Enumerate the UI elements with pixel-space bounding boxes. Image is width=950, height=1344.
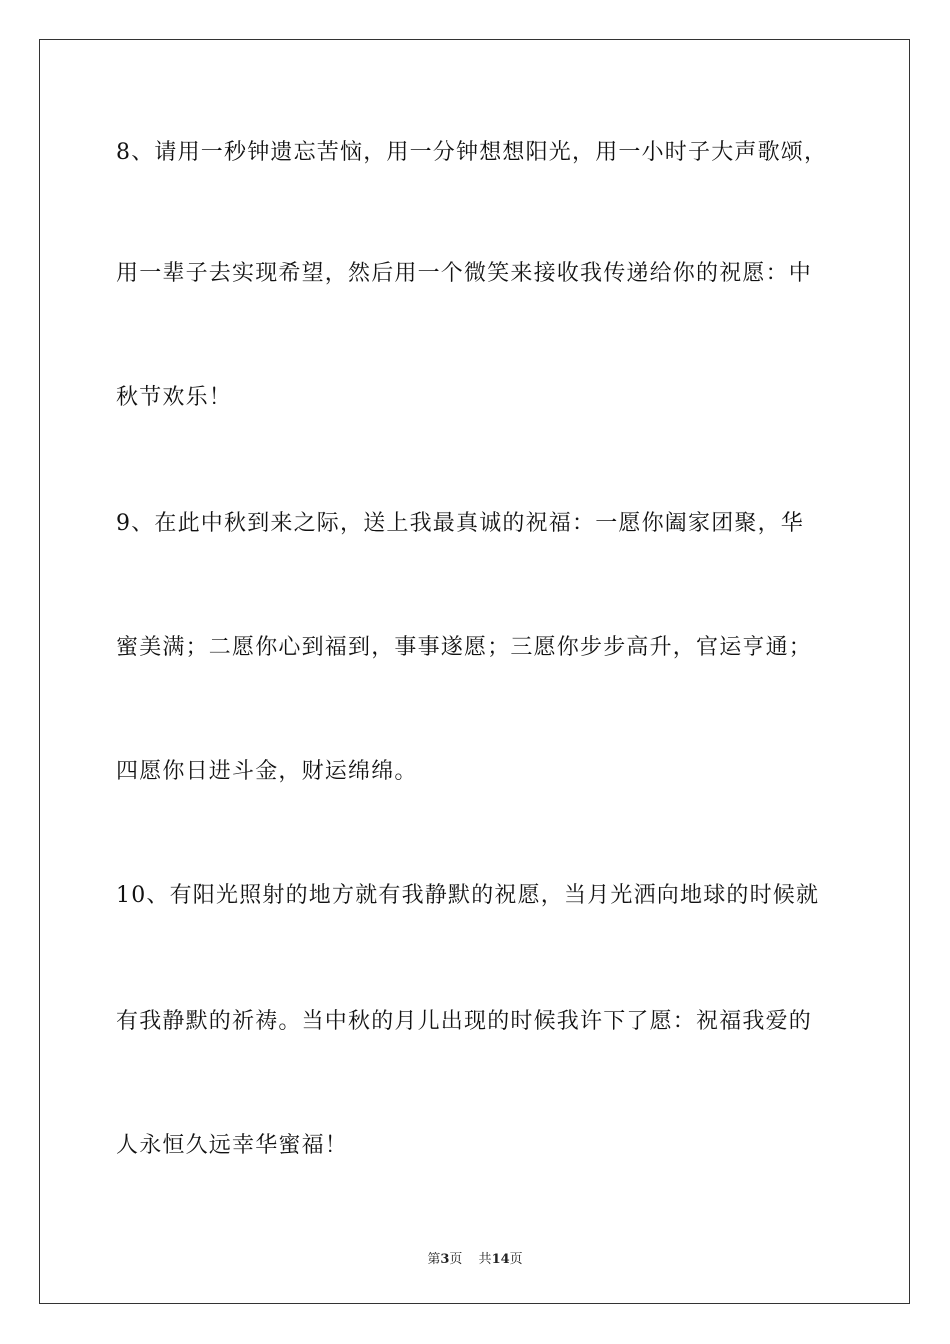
- body-line-1: 8、请用一秒钟遗忘苦恼，用一分钟想想阳光，用一小时子大声歌颂，: [116, 140, 828, 165]
- total-indicator: [479, 1252, 523, 1267]
- body-line-3: 秋节欢乐！: [116, 385, 233, 410]
- total-pages: 14: [491, 1252, 510, 1267]
- page-prefix: 第: [427, 1252, 441, 1267]
- total-prefix: 共: [478, 1252, 492, 1267]
- page-suffix: 页: [449, 1252, 463, 1267]
- body-line-8: 有我静默的祈祷。当中秋的月儿出现的时候我许下了愿：祝福我爱的: [116, 1009, 813, 1034]
- body-line-2: 用一辈子去实现希望，然后用一个微笑来接收我传递给你的祝愿：中: [116, 261, 813, 286]
- page-border: [39, 39, 910, 1304]
- page-indicator: [427, 1252, 462, 1267]
- page-number: 3: [440, 1252, 450, 1267]
- total-suffix: 页: [509, 1252, 523, 1267]
- body-line-6: 四愿你日进斗金，财运绵绵。: [116, 759, 418, 784]
- body-line-4: 9、在此中秋到来之际，送上我最真诚的祝福：一愿你阖家团聚，华: [116, 511, 804, 536]
- body-line-7: 10、有阳光照射的地方就有我静默的祝愿，当月光洒向地球的时候就: [116, 883, 820, 908]
- body-line-9: 人永恒久远幸华蜜福！: [116, 1133, 349, 1158]
- body-line-5: 蜜美满；二愿你心到福到，事事遂愿；三愿你步步高升，官运亨通；: [116, 635, 813, 660]
- page-footer: [0, 1248, 950, 1267]
